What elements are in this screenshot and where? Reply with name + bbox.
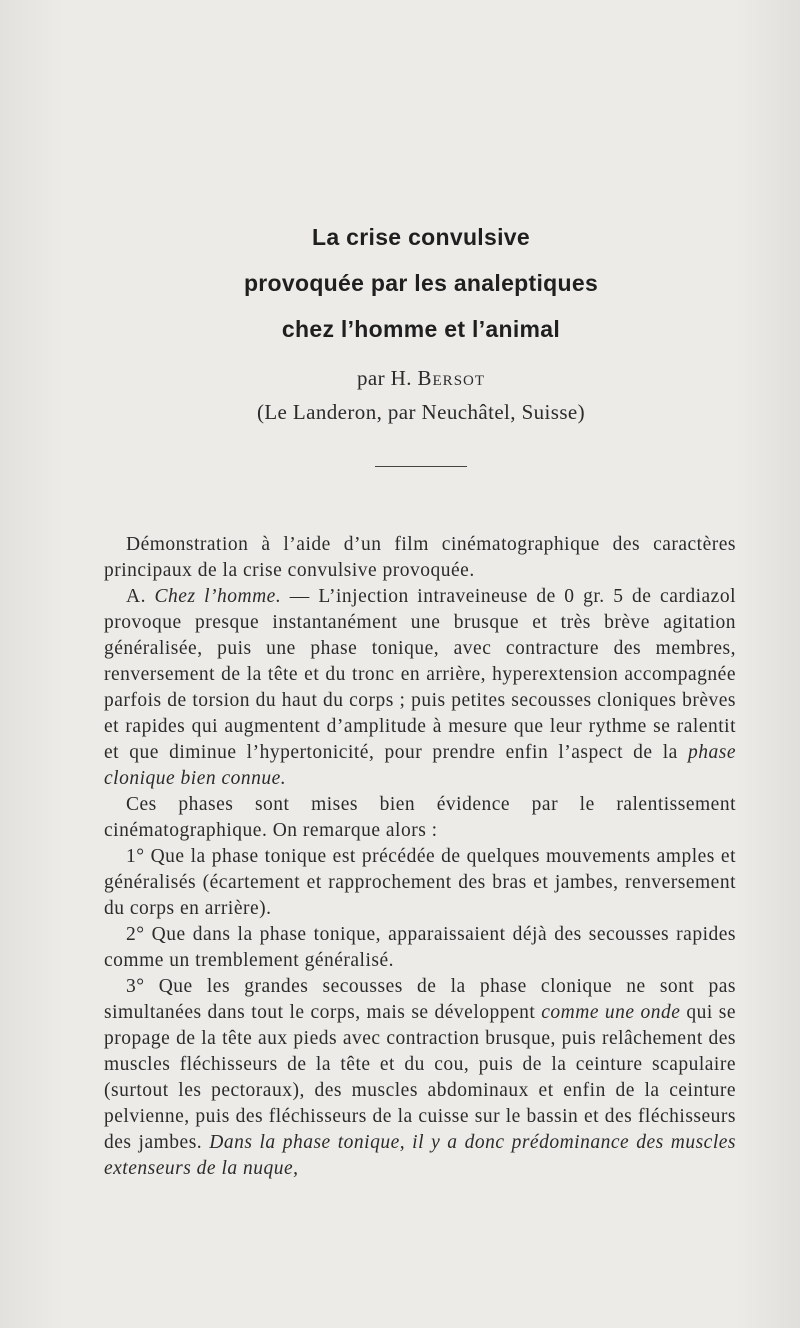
emphasis-text: phase clonique bien connue. bbox=[104, 742, 736, 789]
paragraph-point-1: 1° Que la phase tonique est précédée de quelques mouvements amples et généralisés (écartement et rapprochement des bras et jambes, renversement du corps en arrière). bbox=[104, 846, 736, 919]
article-body bbox=[104, 532, 736, 1182]
affiliation: (Le Landeron, par Neuchâtel, Suisse) bbox=[256, 400, 586, 424]
section-letter: A. bbox=[126, 586, 155, 607]
emphasis-text: Dans la phase tonique, il y a donc prédominance des muscles extenseurs de la nuque, bbox=[104, 1132, 736, 1179]
paragraph-chez-homme bbox=[104, 584, 736, 792]
author-name: Bersot bbox=[417, 366, 486, 390]
paragraph-point-3 bbox=[104, 974, 736, 1182]
byline-prefix: par H. bbox=[356, 366, 412, 390]
byline bbox=[0, 366, 800, 391]
paragraph-text: — L’injection intraveineuse de 0 gr. 5 de cardiazol provoque presque instantanément une brusque et très brève agitation généralisée, puis une phase tonique, avec contracture des membres, renversement de la tête et du tronc en arrière, hyperextension accompagnée parfois de torsion du haut du corps ; puis petites secousses cloniques brèves et rapides qui augmentent d’amplitude à mesure que leur rythme se ralentit et que diminue l’hypertonicité, pour prendre enfin l’aspect de la bbox=[104, 586, 736, 763]
paragraph-text: 3° Que les grandes secousses de la phase clonique ne sont pas simultanées dans tout le corps, mais se développent bbox=[104, 976, 736, 1023]
paragraph-intro: Démonstration à l’aide d’un film cinématographique des caractères principaux de la crise convulsive provoquée. bbox=[104, 534, 736, 581]
paragraph-point-2: 2° Que dans la phase tonique, apparaissaient déjà des secousses rapides comme un tremblement généralisé. bbox=[104, 924, 736, 971]
separator-rule bbox=[375, 466, 467, 467]
section-heading: Chez l’homme. bbox=[154, 586, 282, 607]
title-line-1: La crise convulsive bbox=[312, 224, 530, 250]
paragraph-phases: Ces phases sont mises bien évidence par le ralentissement cinématographique. On remarque alors : bbox=[104, 794, 736, 841]
title-line-3: chez l’homme et l’animal bbox=[281, 316, 561, 342]
emphasis-text: comme une onde bbox=[541, 1002, 681, 1023]
paragraph-text: qui se propage de la tête aux pieds avec contraction brusque, puis relâchement des muscles fléchisseurs de la tête et du cou, puis de la ceinture scapulaire (surtout les pectoraux), des muscles abdominaux et enfin de la ceinture pelvienne, puis des fléchisseurs de la cuisse sur le bassin et des fléchisseurs des jambes. bbox=[104, 1002, 737, 1153]
title-line-2: provoquée par les analeptiques bbox=[243, 270, 599, 296]
